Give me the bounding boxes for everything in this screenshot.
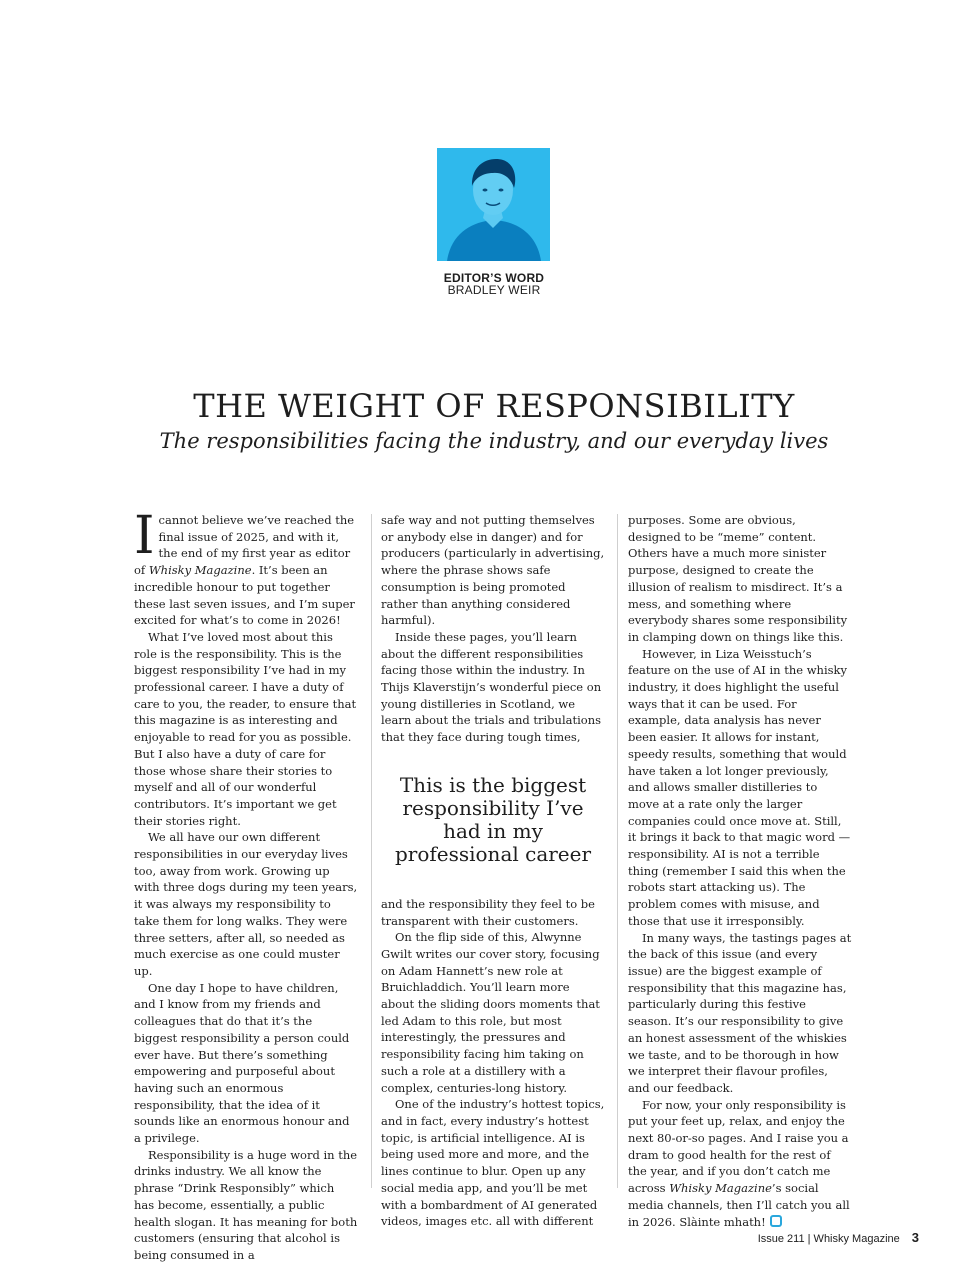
body-paragraph: For now, your only responsibility is put your feet up, relax, and enjoy the next 80-or-so pages. And I raise you a dram to good health for the rest of the year, and if you don’t catch me across Whisky Magazine’s social media channels, then I’ll catch you all in 2026. Slàinte mhath! xyxy=(628,1097,850,1229)
folio xyxy=(758,1230,919,1245)
body-paragraph: We all have our own different responsibilities in our everyday lives too, away from work. Growing up with three dogs during my teen years, it was always my responsibility to take them for long walks. They were three setters, after all, so needed as much exercise as one could muster up. xyxy=(134,830,358,978)
body-paragraph: On the flip side of this, Alwynne Gwilt writes our cover story, focusing on Adam Hannett’s new role at Bruichladdich. You’ll learn more about the sliding doors moments that led Adam to this role, but most interestingly, the pressures and responsibility facing him taking on such a role at a distillery with a complex, centuries-long history. xyxy=(381,930,600,1095)
editor-portrait xyxy=(437,148,550,261)
body-paragraph: In many ways, the tastings pages at the back of this issue (and every issue) are the biggest example of responsibility that this magazine has, particularly during this festive season. It’s our responsibility to give an honest assessment of the whiskies we taste, and to be thorough in how we interpret their flavour profiles, and our feedback. xyxy=(628,930,852,1095)
pull-quote: This is the biggest responsibility I’ve had in my professional career xyxy=(394,772,592,866)
body-paragraph: Responsibility is a huge word in the drinks industry. We all know the phrase “Drink Responsibly” which has become, essentially, a public health slogan. It has meaning for both customers (ensuring that alcohol is being consumed in a xyxy=(134,1147,358,1262)
section-kicker: EDITOR’S WORD xyxy=(443,271,545,285)
body-column-3 xyxy=(628,512,852,1230)
body-paragraph: and the responsibility they feel to be transparent with their customers. xyxy=(381,896,595,928)
body-paragraph: One of the industry’s hottest topics, and in fact, every industry’s hottest topic, is artificial intelligence. AI is being used more and more, and the lines continue to blur. Open up any social media app, and you’ll be met with a bombardment of AI generated videos, images etc. all with different xyxy=(381,1097,605,1229)
body-paragraph: What I’ve loved most about this role is the responsibility. This is the biggest responsibility I’ve had in my professional career. I have a duty of care to you, the reader, to ensure that this magazine is as interesting and enjoyable to read for you as possible. But I also have a duty of care for those whose share their stories to myself and all of our wonderful contributors. It’s important we get their stories right. xyxy=(134,629,357,828)
page-number: 3 xyxy=(911,1230,919,1245)
end-mark-icon xyxy=(770,1215,782,1227)
body-paragraph: Icannot believe we’ve reached the final issue of 2025, and with it, the end of my first year as editor of Whisky Magazine. It’s been an incredible honour to put together these last seven issues, and I’m super excited for what’s to come in 2026! xyxy=(134,506,355,628)
body-paragraph: However, in Liza Weisstuch’s feature on the use of AI in the whisky industry, it does highlight the useful ways that it can be used. For example, data analysis has never been easier. It allows for instant, speedy results, something that would have taken a lot longer previously, and allows smaller distilleries to move at a rate only the larger companies could once move at. Still, it brings it back to that magic word — responsibility. AI is not a terrible thing (remember I said this when the robots start attacking us). The problem comes with misuse, and those that use it irresponsibly. xyxy=(628,646,851,928)
body-paragraph: safe way and not putting themselves or anybody else in danger) and for producers (particularly in advertising, where the phrase shows safe consumption is being promoted rather than anything considered harmful). xyxy=(381,513,605,628)
column-divider xyxy=(617,514,618,1188)
standfirst: The responsibilities facing the industry, and our everyday lives xyxy=(159,429,829,453)
headline: THE WEIGHT OF RESPONSIBILITY xyxy=(193,387,795,425)
body-paragraph: One day I hope to have children, and I know from my friends and colleagues that do that it’s the biggest responsibility a person could ever have. But there’s something empowering and purposeful about having such an enormous responsibility, that the idea of it sounds like an enormous honour and a privilege. xyxy=(134,980,350,1146)
body-column-1 xyxy=(134,506,358,1264)
author-name: BRADLEY WEIR xyxy=(447,283,541,297)
byline xyxy=(382,272,606,296)
body-paragraph: Inside these pages, you’ll learn about the different responsibilities facing those within the industry. In Thijs Klaverstijn’s wonderful piece on young distilleries in Scotland, we learn about the trials and tribulations that they face during tough times, xyxy=(381,629,602,745)
issue-label: Issue 211 | Whisky Magazine xyxy=(757,1233,900,1245)
column-divider xyxy=(371,514,372,1188)
body-paragraph: purposes. Some are obvious, designed to be “meme” content. Others have a much more sinister purpose, designed to create the illusion of realism to misdirect. It’s a mess, and something where everybody shares some responsibility in clamping down on things like this. xyxy=(628,513,848,644)
drop-cap: I xyxy=(134,506,155,566)
body-column-2 xyxy=(381,512,605,1230)
